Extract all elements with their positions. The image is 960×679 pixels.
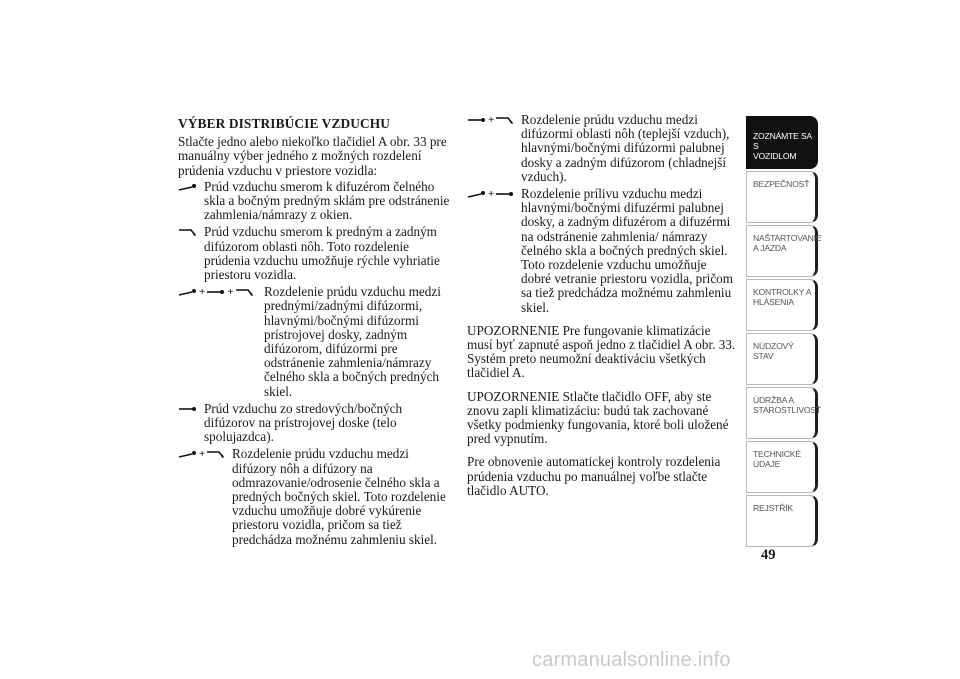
list-item-text: Prúd vzduchu smerom k predným a zadným difúzorom oblasti nôh. Toto rozdelenie prúdenia vzduchu umožňuje rýchle vyhriatie priestoru vozidla.: [204, 224, 440, 283]
tab-safety[interactable]: [746, 171, 818, 223]
windscreen-face-foot-flow-icon: + +: [178, 286, 255, 298]
list-item: [467, 187, 739, 315]
warning-paragraph: UPOZORNENIE Pre fungovanie klimatizácie musí byť zapnuté aspoň jedno z tlačidiel A obr. 33. Systém preto neumožní deaktiváciu všetkých tlačidiel A.: [467, 322, 736, 381]
tab-warning-lights[interactable]: [746, 279, 818, 331]
list-item-text: Prúd vzduchu smerom k difuzérom čelného skla a bočným predným sklám pre odstránenie zahmlenia/námrazy z okien.: [204, 178, 450, 223]
tab-label: NAŠTARTOVANIE A JAZDA: [753, 233, 822, 253]
list-item-text: Rozdelenie prílivu vzduchu medzi hlavnými/bočnými difuzérmi palubnej dosky, a zadným difuzérom a difuzérmi na odstránenie zahmlenia/ námrazy čelného skla a bočných predných skiel. Toto rozdelenie vzduchu umožňuje dobré vetranie priestoru vozidla, pričom sa tiež predchádza možnému zahmleniu skiel.: [521, 186, 734, 315]
auto-paragraph: Pre obnovenie automatickej kontroly rozdelenia prúdenia vzduchu po manuálnej voľbe stlačte tlačidlo AUTO.: [467, 454, 721, 498]
tab-label: KONTROLKY A HLÁSENIA: [753, 287, 812, 307]
windscreen-foot-flow-icon: +: [178, 448, 226, 460]
section-heading: VÝBER DISTRIBÚCIE VZDUCHU: [178, 116, 391, 131]
tab-label: REJSTŘÍK: [753, 503, 793, 513]
list-item-text: Prúd vzduchu zo stredových/bočných difúzorov na prístrojovej doske (telo spolujazdca).: [204, 400, 403, 445]
list-item: [178, 447, 453, 546]
tab-vehicle-intro[interactable]: [746, 116, 818, 169]
tab-emergency[interactable]: [746, 333, 818, 385]
page-number: 49: [761, 547, 776, 563]
face-foot-flow-icon: +: [467, 114, 515, 126]
windscreen-face-flow-icon: +: [467, 188, 515, 200]
windscreen-flow-icon: [178, 181, 198, 193]
list-item: [467, 113, 739, 184]
tab-maintenance[interactable]: [746, 387, 821, 439]
list-item: [178, 225, 453, 282]
list-item-text: Rozdelenie prúdu vzduchu medzi difúzormi oblasti nôh (teplejší vzduch), hlavnými/bočnými difúzormi palubnej dosky a zadným difúzorom (chladnejší vzduch).: [521, 112, 730, 184]
list-item-text: Rozdelenie prúdu vzduchu medzi prednými/zadnými difúzormi, hlavnými/bočnými difúzormi prístrojovej dosky, zadným difúzorom, difúzormi pre odstránenie zahmlenia/námrazy čelného skla a bočných predných skiel.: [264, 284, 441, 399]
tab-label: NÚDZOVÝ STAV: [753, 341, 794, 361]
tab-label: ÚDRŽBA A STAROSTLIVOSŤ: [753, 395, 821, 415]
list-item-text: Rozdelenie prúdu vzduchu medzi difúzory nôh a difúzory na odmrazovanie/odrosenie čelného skla a predných bočných skiel. Toto rozdelenie vzduchu umožňuje dobré vykúrenie priestoru vozidla, pričom sa tiež predchádza možnému zahmleniu skiel.: [232, 446, 446, 547]
tab-label: BEZPEČNOSŤ: [753, 179, 810, 189]
tab-starting-driving[interactable]: [746, 225, 822, 277]
list-item: [178, 180, 453, 223]
tab-index[interactable]: [746, 495, 818, 547]
face-flow-icon: [178, 403, 198, 415]
intro-paragraph: Stlačte jedno alebo niekoľko tlačidiel A obr. 33 pre manuálny výber jedného z možných rozdelení prúdenia vzduchu v priestore vozidla:: [178, 134, 447, 178]
left-column: [178, 117, 453, 550]
watermark: carmanualsonline.info: [532, 649, 731, 671]
chapter-tabs: [746, 116, 822, 549]
list-item: [178, 402, 453, 445]
warning-paragraph: UPOZORNENIE Stlačte tlačidlo OFF, aby ste znovu zapli klimatizáciu: budú tak zachované všetky podmienky fungovania, ktoré boli uložené pred vypnutím.: [467, 388, 729, 447]
foot-flow-icon: [178, 226, 198, 238]
list-item: [178, 285, 453, 399]
tab-technical-data[interactable]: [746, 441, 818, 493]
right-column: [467, 113, 739, 500]
tab-label: TECHNICKÉ ÚDAJE: [753, 449, 801, 469]
tab-label: ZOZNÁMTE SA S VOZIDLOM: [753, 131, 812, 161]
